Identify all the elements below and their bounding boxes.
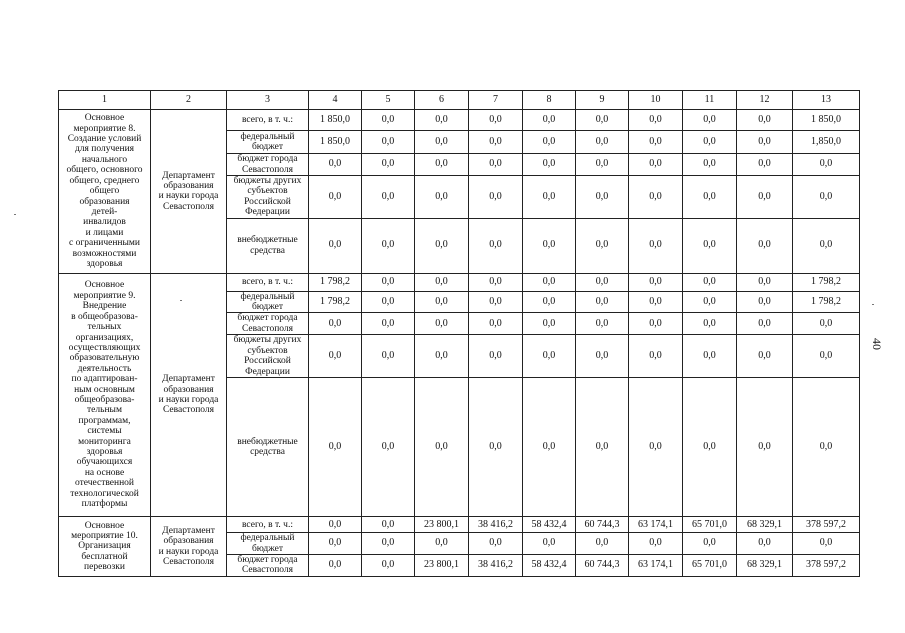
text-line: Основное [84, 280, 125, 291]
text-line: мероприятие 9. [73, 290, 136, 301]
text-line: Севастополя [162, 201, 215, 212]
value-cell: 0,0 [683, 273, 737, 291]
text-line: перевозки [84, 562, 125, 573]
value-cell: 0,0 [683, 291, 737, 313]
value-cell: 0,0 [629, 335, 683, 378]
text-line: Департамент [162, 525, 215, 536]
text-line: тельным [87, 405, 122, 416]
text-line: Федерации [245, 207, 290, 218]
text-line: образования [79, 196, 130, 207]
value-cell: 0,0 [523, 291, 576, 313]
text-line: по адаптирован- [71, 374, 138, 385]
column-number-3: 3 [227, 91, 309, 110]
value-cell: 0,0 [629, 273, 683, 291]
column-number-9: 9 [576, 91, 629, 110]
text-line: мероприятие 8. [73, 123, 136, 134]
value-cell: 0,0 [683, 154, 737, 176]
text-line: субъектов [247, 345, 288, 356]
value-cell: 0,0 [629, 154, 683, 176]
text-line: ным основным [74, 384, 135, 395]
funding-source-cell [227, 335, 309, 378]
text-line: здоровья [86, 258, 123, 269]
value-cell: 0,0 [362, 218, 415, 273]
value-cell: 0,0 [737, 110, 793, 131]
value-cell: 0,0 [309, 555, 362, 577]
value-cell: 0,0 [469, 378, 523, 517]
value-cell: 0,0 [576, 335, 629, 378]
value-cell: 68 329,1 [737, 517, 793, 533]
value-cell: 0,0 [523, 273, 576, 291]
value-cell: 0,0 [629, 110, 683, 131]
value-cell: 0,0 [523, 110, 576, 131]
value-cell: 0,0 [523, 533, 576, 555]
value-cell: 0,0 [576, 110, 629, 131]
value-cell: 0,0 [683, 335, 737, 378]
column-number-8: 8 [523, 91, 576, 110]
text-line: возможностями [72, 248, 137, 259]
value-cell: 58 432,4 [523, 517, 576, 533]
value-cell: 0,0 [576, 378, 629, 517]
text-line: образования [163, 180, 214, 191]
scan-speck [872, 304, 874, 305]
text-line: здоровья [86, 446, 123, 457]
value-cell: 0,0 [415, 110, 469, 131]
value-cell: 0,0 [362, 110, 415, 131]
value-cell: 0,0 [793, 176, 860, 219]
value-cell: 1 798,2 [309, 273, 362, 291]
funding-source-cell [227, 533, 309, 555]
value-cell: 0,0 [629, 533, 683, 555]
text-line: программам, [78, 415, 131, 426]
column-number-13: 13 [793, 91, 860, 110]
text-line: отечественной [74, 478, 134, 489]
text-line: Основное [84, 520, 125, 531]
value-cell: 0,0 [362, 555, 415, 577]
text-line: на основе [84, 467, 125, 478]
value-cell: 0,0 [415, 273, 469, 291]
text-line: бюджеты других [233, 176, 302, 186]
funding-source-cell [227, 273, 309, 291]
value-cell: 0,0 [362, 517, 415, 533]
value-cell: 0,0 [362, 154, 415, 176]
value-cell: 0,0 [737, 313, 793, 335]
text-line: средства [250, 245, 285, 256]
value-cell: 65 701,0 [683, 517, 737, 533]
value-cell: 0,0 [576, 131, 629, 154]
text-line: бюджеты других [233, 335, 302, 346]
text-line: всего, в т. ч.: [242, 114, 293, 125]
value-cell: 68 329,1 [737, 555, 793, 577]
table-row [59, 273, 860, 291]
table-row [59, 110, 860, 131]
value-cell: 0,0 [737, 335, 793, 378]
value-cell: 0,0 [523, 131, 576, 154]
value-cell: 1 798,2 [793, 273, 860, 291]
text-line: федеральный [240, 131, 295, 142]
text-line: обучающихся [76, 457, 133, 468]
value-cell: 0,0 [469, 273, 523, 291]
column-number-1: 1 [59, 91, 151, 110]
value-cell: 63 174,1 [629, 555, 683, 577]
column-number-10: 10 [629, 91, 683, 110]
value-cell: 0,0 [469, 313, 523, 335]
value-cell: 0,0 [576, 176, 629, 219]
text-line: и лицами [85, 227, 124, 238]
column-number-11: 11 [683, 91, 737, 110]
value-cell: 0,0 [469, 291, 523, 313]
text-line: всего, в т. ч.: [242, 519, 293, 530]
text-line: и науки города [158, 546, 219, 557]
text-line: деятельность [77, 363, 132, 374]
funding-source-cell [227, 154, 309, 176]
text-line: Департамент [162, 170, 215, 181]
text-line: Российской [244, 196, 291, 207]
text-line: Организация [78, 541, 131, 552]
column-number-7: 7 [469, 91, 523, 110]
value-cell: 23 800,1 [415, 555, 469, 577]
column-number-5: 5 [362, 91, 415, 110]
value-cell: 1,850,0 [793, 131, 860, 154]
text-line: образования [163, 536, 214, 547]
value-cell: 0,0 [576, 533, 629, 555]
text-line: Севастополя [241, 323, 294, 334]
value-cell: 0,0 [576, 291, 629, 313]
funding-source-cell [227, 110, 309, 131]
value-cell: 0,0 [415, 291, 469, 313]
header-row [59, 91, 860, 110]
text-line: Севастополя [162, 556, 215, 567]
value-cell: 0,0 [309, 335, 362, 378]
value-cell: 0,0 [362, 291, 415, 313]
value-cell: 0,0 [415, 154, 469, 176]
text-line: и науки города [158, 394, 219, 405]
value-cell: 0,0 [793, 335, 860, 378]
text-line: Создание условий [67, 134, 142, 145]
text-line: бюджет [251, 142, 284, 152]
value-cell: 63 174,1 [629, 517, 683, 533]
value-cell: 0,0 [415, 533, 469, 555]
text-line: бюджет города [237, 313, 298, 324]
value-cell: 0,0 [793, 218, 860, 273]
text-line: с ограниченными [68, 238, 140, 249]
value-cell: 1 850,0 [793, 110, 860, 131]
value-cell: 0,0 [793, 533, 860, 555]
value-cell: 0,0 [629, 218, 683, 273]
text-line: внебюджетные [237, 436, 298, 447]
text-line: всего, в т. ч.: [242, 276, 293, 287]
value-cell: 0,0 [576, 273, 629, 291]
value-cell: 0,0 [629, 313, 683, 335]
funding-source-cell [227, 517, 309, 533]
value-cell: 0,0 [523, 154, 576, 176]
value-cell: 0,0 [523, 218, 576, 273]
funding-table [58, 90, 860, 577]
executor-cell [151, 517, 227, 577]
text-line: мероприятие 10. [71, 530, 138, 541]
value-cell: 0,0 [415, 218, 469, 273]
text-line: Севастополя [162, 405, 215, 416]
text-line: общего, среднего [69, 175, 140, 186]
value-cell: 0,0 [469, 533, 523, 555]
value-cell: 0,0 [683, 176, 737, 219]
value-cell: 0,0 [415, 131, 469, 154]
page-number: 40 [870, 338, 884, 350]
text-line: осуществляющих [68, 342, 141, 353]
value-cell: 0,0 [737, 154, 793, 176]
value-cell: 65 701,0 [683, 555, 737, 577]
value-cell: 0,0 [415, 378, 469, 517]
value-cell: 0,0 [309, 218, 362, 273]
value-cell: 0,0 [469, 131, 523, 154]
value-cell: 0,0 [523, 176, 576, 219]
value-cell: 0,0 [362, 533, 415, 555]
value-cell: 0,0 [469, 110, 523, 131]
value-cell: 0,0 [523, 378, 576, 517]
value-cell: 0,0 [362, 378, 415, 517]
value-cell: 0,0 [362, 176, 415, 219]
text-line: средства [250, 447, 285, 458]
text-line: общего, основного [66, 165, 143, 176]
text-line: мониторинга [78, 436, 131, 447]
text-line: Департамент [162, 374, 215, 385]
text-line: федеральный [240, 533, 295, 544]
value-cell: 0,0 [523, 313, 576, 335]
value-cell: 0,0 [793, 378, 860, 517]
value-cell: 1 798,2 [793, 291, 860, 313]
text-line: бесплатной [81, 551, 128, 562]
text-line: системы [87, 426, 122, 437]
text-line: технологической [70, 488, 139, 499]
value-cell: 58 432,4 [523, 555, 576, 577]
value-cell: 60 744,3 [576, 555, 629, 577]
text-line: образовательную [69, 353, 140, 364]
text-line: детей- [91, 206, 118, 217]
text-line: для получения [74, 144, 135, 155]
value-cell: 0,0 [469, 335, 523, 378]
value-cell: 0,0 [629, 378, 683, 517]
text-line: в общеобразова- [71, 311, 138, 322]
value-cell: 0,0 [629, 291, 683, 313]
funding-source-cell [227, 555, 309, 577]
value-cell: 60 744,3 [576, 517, 629, 533]
activity-cell [59, 110, 151, 274]
text-line: и науки города [158, 191, 219, 202]
text-line: Основное [84, 113, 125, 124]
funding-source-cell [227, 378, 309, 517]
value-cell: 0,0 [309, 176, 362, 219]
text-line: Внедрение [82, 301, 127, 312]
funding-source-cell [227, 176, 309, 219]
value-cell: 0,0 [309, 533, 362, 555]
text-line: бюджет [251, 543, 284, 554]
value-cell: 0,0 [415, 176, 469, 219]
text-line: тельных [87, 322, 122, 333]
value-cell: 0,0 [683, 131, 737, 154]
value-cell: 0,0 [683, 110, 737, 131]
value-cell: 0,0 [683, 533, 737, 555]
executor-cell [151, 273, 227, 517]
value-cell: 1 850,0 [309, 110, 362, 131]
value-cell: 1 798,2 [309, 291, 362, 313]
value-cell: 38 416,2 [469, 555, 523, 577]
text-line: образования [163, 384, 214, 395]
value-cell: 0,0 [309, 313, 362, 335]
value-cell: 0,0 [737, 533, 793, 555]
scan-speck [14, 214, 16, 215]
value-cell: 0,0 [415, 313, 469, 335]
text-line: организациях, [75, 332, 134, 343]
value-cell: 0,0 [629, 176, 683, 219]
value-cell: 0,0 [362, 313, 415, 335]
text-line: начального [81, 154, 128, 165]
table-row [59, 517, 860, 533]
value-cell: 0,0 [469, 176, 523, 219]
value-cell: 0,0 [469, 154, 523, 176]
value-cell: 23 800,1 [415, 517, 469, 533]
activity-cell [59, 517, 151, 577]
text-line: бюджет города [237, 154, 298, 165]
value-cell: 378 597,2 [793, 555, 860, 577]
value-cell: 0,0 [737, 378, 793, 517]
value-cell: 0,0 [737, 273, 793, 291]
text-line: бюджет [251, 302, 284, 313]
value-cell: 0,0 [576, 154, 629, 176]
text-line: платформы [81, 499, 128, 509]
value-cell: 38 416,2 [469, 517, 523, 533]
text-line: Севастополя [241, 565, 294, 576]
value-cell: 0,0 [793, 313, 860, 335]
value-cell: 0,0 [737, 291, 793, 313]
value-cell: 1 850,0 [309, 131, 362, 154]
text-line: общего [89, 186, 120, 197]
value-cell: 0,0 [415, 335, 469, 378]
text-line: Российской [244, 356, 291, 367]
text-line: бюджет города [237, 555, 298, 566]
value-cell: 0,0 [576, 313, 629, 335]
value-cell: 0,0 [309, 517, 362, 533]
text-line: Севастополя [241, 164, 294, 175]
text-line: субъектов [247, 186, 288, 197]
executor-cell [151, 110, 227, 274]
value-cell: 0,0 [469, 218, 523, 273]
text-line: инвалидов [83, 217, 126, 228]
funding-source-cell [227, 218, 309, 273]
value-cell: 0,0 [737, 176, 793, 219]
value-cell: 0,0 [629, 131, 683, 154]
funding-source-cell [227, 131, 309, 154]
value-cell: 0,0 [737, 218, 793, 273]
funding-source-cell [227, 313, 309, 335]
value-cell: 0,0 [576, 218, 629, 273]
funding-source-cell [227, 291, 309, 313]
text-line: внебюджетные [237, 235, 298, 246]
column-number-2: 2 [151, 91, 227, 110]
value-cell: 0,0 [362, 131, 415, 154]
value-cell: 0,0 [309, 154, 362, 176]
value-cell: 0,0 [362, 273, 415, 291]
value-cell: 378 597,2 [793, 517, 860, 533]
value-cell: 0,0 [683, 378, 737, 517]
value-cell: 0,0 [523, 335, 576, 378]
text-line: Федерации [245, 366, 290, 377]
column-number-6: 6 [415, 91, 469, 110]
column-number-4: 4 [309, 91, 362, 110]
text-line: общеобразова- [74, 394, 135, 405]
value-cell: 0,0 [309, 378, 362, 517]
value-cell: 0,0 [362, 335, 415, 378]
value-cell: 0,0 [737, 131, 793, 154]
value-cell: 0,0 [683, 313, 737, 335]
text-line: федеральный [240, 291, 295, 302]
value-cell: 0,0 [793, 154, 860, 176]
column-number-12: 12 [737, 91, 793, 110]
value-cell: 0,0 [683, 218, 737, 273]
activity-cell [59, 273, 151, 517]
